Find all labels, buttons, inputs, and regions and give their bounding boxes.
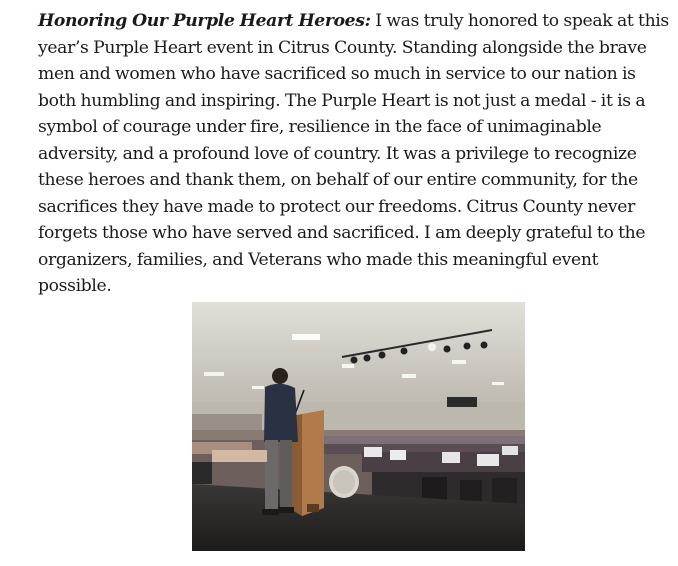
article-body: I was truly honored to speak at this year’s Purple Heart event in Citrus County. Standing alongside the brave men and women who have sacrificed so much in service to our nation is both humbling and inspiring. The Purple Heart is not just a medal - it is a symbol of courage under fire, resilience in the face of unimaginable adversity, and a profound love of country. It was a privilege to recognize these heroes and thank them, on behalf of our entire community, for the sacrifices they have made to protect our freedoms. Citrus County never forgets those who have served and sacrificed. I am deeply grateful to the organizers, families, and Veterans who made this meaningful event possible. bbox=[38, 11, 669, 296]
photo-ceiling bbox=[192, 302, 525, 402]
article-headline: Honoring Our Purple Heart Heroes: bbox=[38, 11, 371, 31]
event-photo bbox=[192, 302, 525, 551]
article-text bbox=[38, 8, 670, 300]
